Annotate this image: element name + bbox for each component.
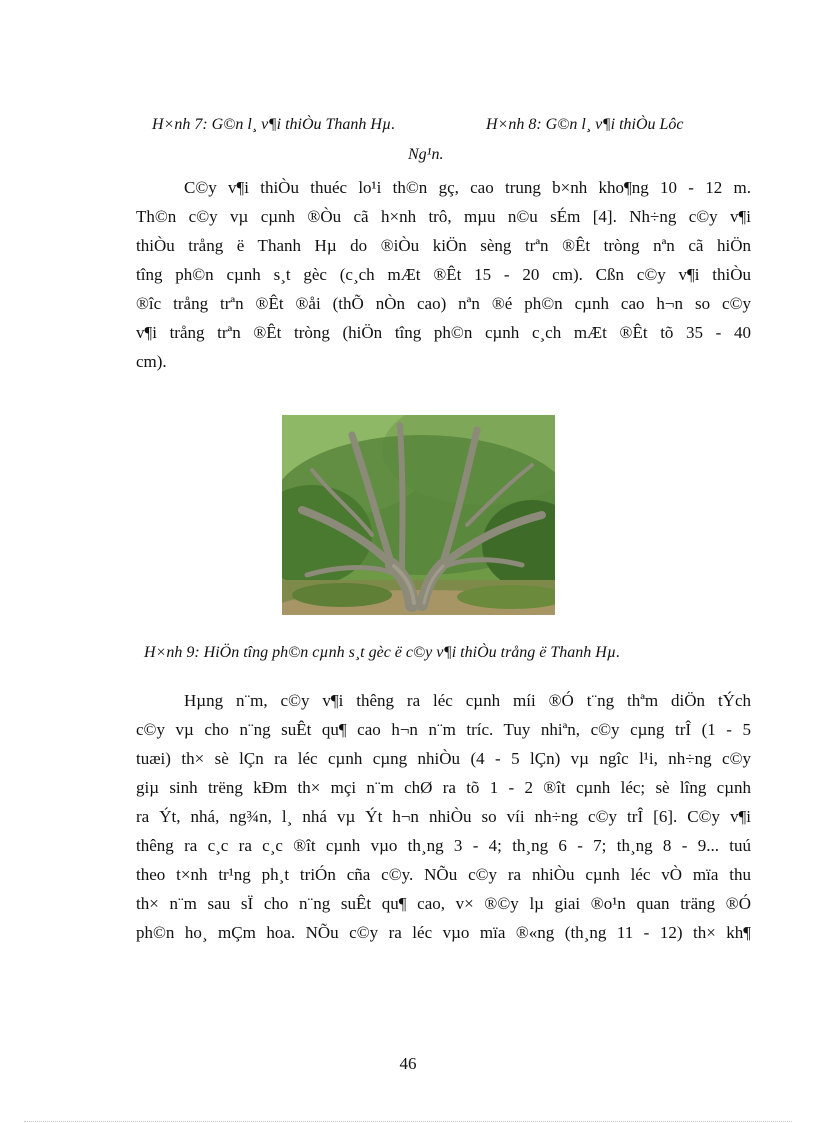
text-line: C©y v¶i thiÒu thuéc lo¹i th©n gç, cao trung b×nh kho¶ng 10 - 12 m. [184,178,751,197]
text-line: Hµng n¨m, c©y v¶i thêng ra léc cµnh míi ®Ó t¨ng thªm diÖn tÝch [184,691,751,710]
paragraph-tree-description [136,173,751,376]
lychee-tree-photo [282,415,555,615]
text-line: tuæi) th× sè lÇn ra léc cµnh cµng nhiÒu (4 - 5 lÇn) vµ ngîc l¹i, nh÷ng c©y [136,749,751,768]
text-line: giµ sinh trëng kÐm th× mçi n¨m chØ ra tõ 1 - 2 ®ît cµnh léc; sè lîng cµnh [136,778,751,797]
paragraph-branch-growth [136,686,751,947]
figure-8-caption-line2: Ng¹n. [408,146,444,163]
footer-divider [24,1121,792,1122]
figure-8-caption-line1: H×nh 8: G©n l¸ v¶i thiÒu Lôc [486,116,684,133]
text-line: tîng ph©n cµnh s¸t gèc (c¸ch mÆt ®Êt 15 - 20 cm). Cßn c©y v¶i thiÒu [136,265,751,284]
text-line: v¶i trång trªn ®Êt tròng (hiÖn tîng ph©n cµnh c¸ch mÆt ®Êt tõ 35 - 40 [136,323,751,342]
text-line: ph©n ho¸ mÇm hoa. NÕu c©y ra léc vµo mïa ®«ng (th¸ng 11 - 12) th× kh¶ [136,923,751,942]
text-line: thêng ra c¸c ra c¸c ®ît cµnh vµo th¸ng 3 - 4; th¸ng 6 - 7; th¸ng 8 - 9... tuú [136,836,751,855]
text-line: Th©n c©y vµ cµnh ®Òu cã h×nh trô, mµu n©u sÉm [4]. Nh÷ng c©y v¶i [136,207,751,226]
text-line: th× n¨m sau sÏ cho n¨ng suÊt qu¶ cao, v× ®©y lµ giai ®o¹n quan träng ®Ó [136,894,751,913]
figure-7-caption: H×nh 7: G©n l¸ v¶i thiÒu Thanh Hµ. [152,116,396,133]
page-number: 46 [399,1054,417,1073]
text-line: theo t×nh tr¹ng ph¸t triÓn cña c©y. NÕu c©y ra nhiÒu cµnh léc vÒ mïa thu [136,865,751,884]
text-line: ®îc trång trªn ®Êt ®åi (thÕ nÒn cao) nªn ®é ph©n cµnh cao h¬n so c©y [136,294,751,313]
text-line: thiÒu trång ë Thanh Hµ do ®iÒu kiÖn sèng trªn ®Êt tròng nªn cã hiÖn [136,236,751,255]
text-line: ra Ýt, nhá, ng¾n, l¸ nhá vµ Ýt h¬n nhiÒu so víi nh÷ng c©y trÎ [6]. C©y v¶i [136,807,751,826]
text-line: cm). [136,352,167,371]
figure-9-caption: H×nh 9: HiÖn tîng ph©n cµnh s¸t gèc ë c©y v¶i thiÒu trång ë Thanh Hµ. [144,644,621,661]
text-line: c©y vµ cho n¨ng suÊt qu¶ cao h¬n n¨m tríc. Tuy nhiªn, c©y cµng trÎ (1 - 5 [136,720,751,739]
